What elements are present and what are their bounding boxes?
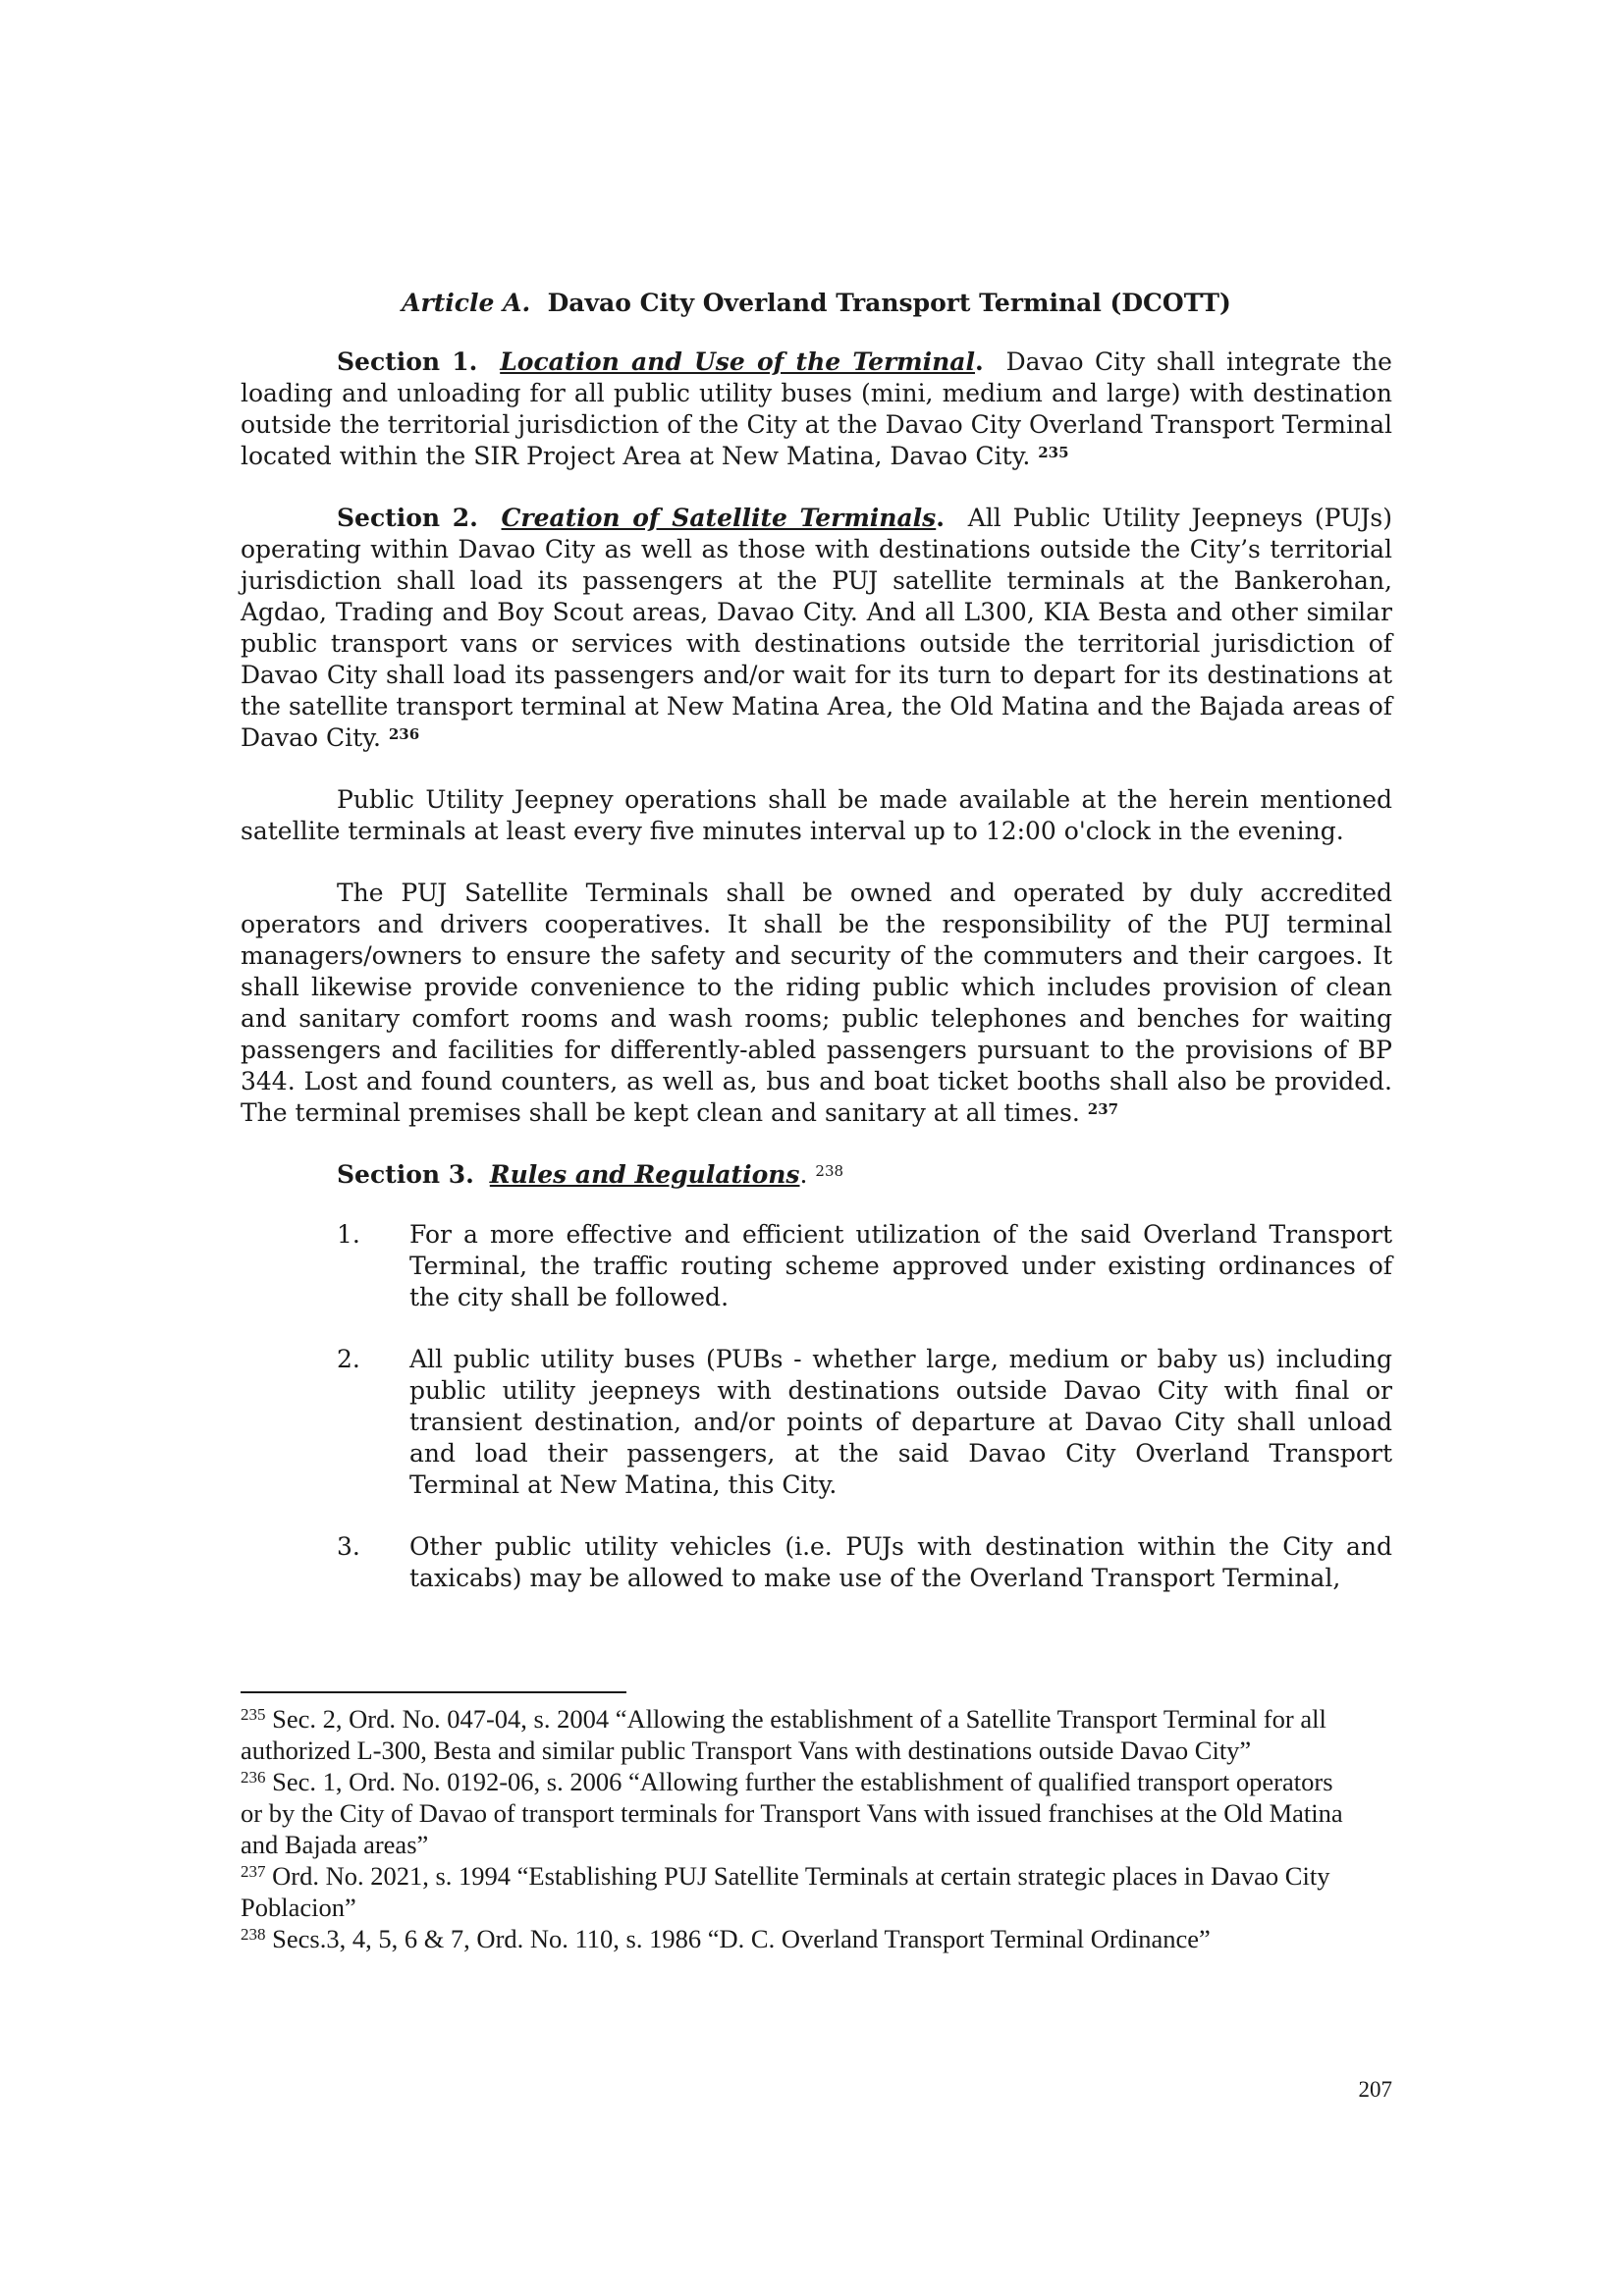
section-2-paragraph-3-text: The PUJ Satellite Terminals shall be owned and operated by duly accredited operators and drivers cooperatives. It shall be the responsibility of the PUJ terminal managers/owners to ensure the safety and security of the commuters and their cargoes. It shall likewise provide convenience to the riding public which includes provision of clean and sanitary comfort rooms and wash rooms; public telephones and benches for waiting passengers and facilities for differently-abled passengers pursuant to the provisions of BP 344. Lost and found counters, as well as, bus and boat ticket booths shall also be provided. The terminal premises shall be kept clean and sanitary at all times.	[241, 879, 1392, 1127]
section-3-heading: Rules and Regulations	[489, 1160, 800, 1189]
footnote-238	[241, 1923, 1392, 1954]
footnotes	[241, 1703, 1392, 1954]
section-1-text: Davao City shall integrate the loading and unloading for all public utility buses (mini, medium and large) with destination outside the territorial jurisdiction of the City at the Davao City Overland Transport Terminal located within the SIR Project Area at New Matina, Davao City.	[241, 347, 1392, 470]
footnote-separator	[241, 1691, 626, 1693]
list-item-text: Other public utility vehicles (i.e. PUJs with destination within the City and taxicabs) may be allowed to make use of the Overland Transport Terminal,	[409, 1532, 1392, 1592]
footnote-number: 236	[241, 1768, 266, 1787]
footnote-ref-235: 235	[1038, 444, 1069, 461]
article-heading: Davao City Overland Transport Terminal (DCOTT)	[547, 289, 1231, 317]
rules-list	[241, 1219, 1392, 1594]
list-item-number: 3.	[337, 1532, 360, 1561]
list-item-text: For a more effective and efficient utilization of the said Overland Transport Terminal, the traffic routing scheme approved under existing ordinances of the city shall be followed.	[409, 1220, 1392, 1311]
section-2-heading: Creation of Satellite Terminals	[501, 504, 937, 532]
list-item	[241, 1344, 1392, 1501]
list-item-number: 2.	[337, 1345, 360, 1373]
section-2-paragraph-2: Public Utility Jeepney operations shall be made available at the herein mentioned satellite terminals at least every five minutes interval up to 12:00 o'clock in the evening.	[241, 785, 1392, 845]
footnote-text: Secs.3, 4, 5, 6 & 7, Ord. No. 110, s. 1986 “D. C. Overland Transport Terminal Ordinance”	[272, 1924, 1211, 1953]
footnote-237	[241, 1860, 1392, 1923]
section-3-heading-line: Section 3. Rules and Regulations. $^{238}$	[337, 1160, 844, 1189]
footnote-235	[241, 1703, 1392, 1766]
footnote-number: 237	[241, 1862, 266, 1881]
list-item-number: 1.	[337, 1220, 360, 1249]
footnote-ref-236: 236	[388, 725, 420, 743]
list-item	[241, 1219, 1392, 1313]
footnote-text: Ord. No. 2021, s. 1994 “Establishing PUJ Satellite Terminals at certain strategic places in Davao City Poblacion”	[241, 1861, 1330, 1922]
footnote-number: 238	[241, 1925, 266, 1944]
footnote-ref-238: 238	[815, 1162, 844, 1180]
section-2-paragraph: Section 2. Creation of Satellite Terminals. All Public Utility Jeepneys (PUJs) operating within Davao City as well as those with destinations outside the City’s territorial jurisdiction shall load its passengers at the PUJ satellite terminals at the Bankerohan, Agdao, Trading and Boy Scout areas, Davao City. And all L300, KIA Besta and other similar public transport vans or services with destinations outside the territorial jurisdiction of Davao City shall load its passengers and/or wait for its turn to depart for its destinations at the satellite transport terminal at New Matina Area, the Old Matina and the Bajada areas of Davao City. $^{236}$	[241, 504, 1392, 752]
section-1-heading: Location and Use of the Terminal	[500, 347, 975, 376]
section-2-paragraph-3	[241, 878, 1392, 1129]
page-number: 207	[1358, 2077, 1392, 2102]
footnote-number: 235	[241, 1705, 266, 1724]
list-item	[241, 1531, 1392, 1594]
list-item-text: All public utility buses (PUBs - whether large, medium or baby us) including public utility jeepneys with destinations outside Davao City with final or transient destination, and/or points of departure at Davao City shall unload and load their passengers, at the said Davao City Overland Transport Terminal at New Matina, this City.	[409, 1345, 1392, 1499]
document-body	[241, 287, 1392, 1625]
section-2-label: Section 2.	[337, 504, 478, 532]
section-1-label: Section 1.	[337, 347, 478, 376]
footnote-236	[241, 1766, 1392, 1860]
section-1-paragraph: Section 1. Location and Use of the Terminal. Davao City shall integrate the loading and unloading for all public utility buses (mini, medium and large) with destination outside the territorial jurisdiction of the City at the Davao City Overland Transport Terminal located within the SIR Project Area at New Matina, Davao City. $^{235}$	[241, 347, 1392, 470]
section-3-label: Section 3.	[337, 1160, 474, 1189]
footnote-ref-237: 237	[1087, 1100, 1119, 1118]
article-label: Article A.	[402, 289, 531, 317]
footnote-text: Sec. 2, Ord. No. 047-04, s. 2004 “Allowing the establishment of a Satellite Transport Terminal for all authorized L-300, Besta and similar public Transport Vans with destinations outside Davao City”	[241, 1704, 1326, 1765]
article-title	[241, 287, 1392, 320]
section-2-text: All Public Utility Jeepneys (PUJs) operating within Davao City as well as those with destinations outside the City’s territorial jurisdiction shall load its passengers at the PUJ satellite terminals at the Bankerohan, Agdao, Trading and Boy Scout areas, Davao City. And all L300, KIA Besta and other similar public transport vans or services with destinations outside the territorial jurisdiction of Davao City shall load its passengers and/or wait for its turn to depart for its destinations at the satellite transport terminal at New Matina Area, the Old Matina and the Bajada areas of Davao City.	[241, 504, 1392, 752]
footnote-text: Sec. 1, Ord. No. 0192-06, s. 2006 “Allowing further the establishment of qualified transport operators or by the City of Davao of transport terminals for Transport Vans with issued franchises at the Old Matina and Bajada areas”	[241, 1767, 1343, 1859]
